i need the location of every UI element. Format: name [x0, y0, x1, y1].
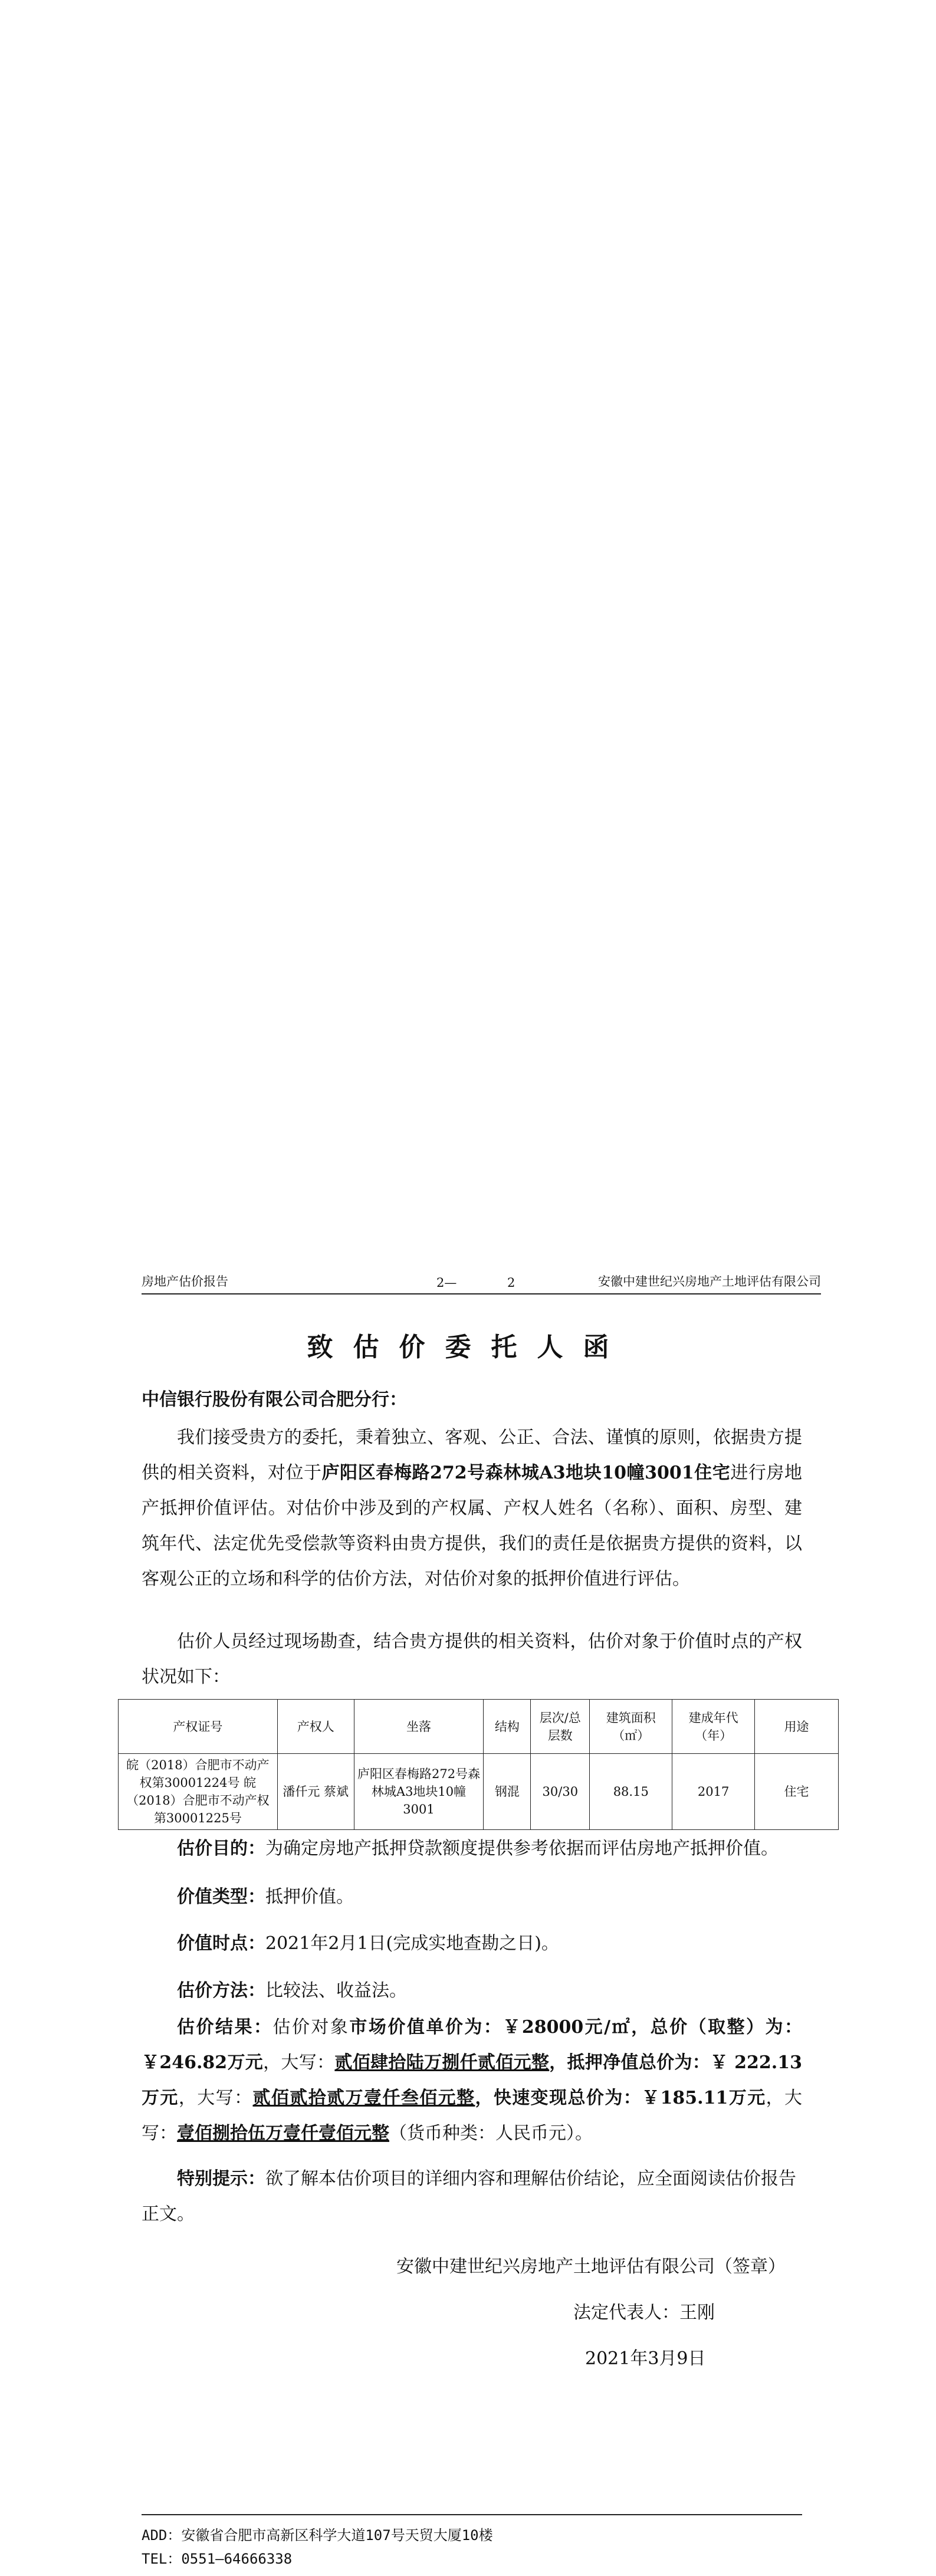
result-text: ，大写： [263, 2052, 335, 2073]
table-cell: 30/30 [531, 1754, 590, 1830]
item-value: 欲了解本估价项目的详细内容和理解估价结论，应全面阅读估价报告正文。 [142, 2168, 796, 2225]
result-text: ，大写： [142, 2088, 803, 2144]
result-currency: （货币种类：人民币元）。 [389, 2123, 593, 2144]
item-method [177, 1973, 814, 2009]
table-header: 产权证号 [119, 1700, 278, 1754]
result-text: ，大写： [178, 2088, 253, 2108]
table-cell: 皖（2018）合肥市不动产权第30001224号 皖（2018）合肥市不动产权第30001225号 [119, 1754, 278, 1830]
para1-part-a: 我们接受贵方的委托，秉着独立、客观、公正、合法、谨慎的原则，依据贵方提供的相关资料，对位于 [142, 1427, 802, 1483]
result-text: 估价对象 [272, 2017, 350, 2038]
letter-date: 2021年3月9日 [585, 2348, 706, 2369]
table-cell: 钢混 [484, 1754, 531, 1830]
legal-representative: 法定代表人：王刚 [573, 2302, 715, 2323]
table-header: 产权人 [277, 1700, 354, 1754]
letter-paragraph-2: 估价人员经过现场勘查，结合贵方提供的相关资料，估价对象于价值时点的产权状况如下： [142, 1631, 802, 1687]
result-market-value-words: 贰佰肆拾陆万捌仟贰佰元整 [334, 2052, 550, 2073]
header-left: 房地产估价报告 [142, 1274, 228, 1289]
item-value-type [177, 1880, 814, 1915]
result-mortgage-net-value: ，抵押净值总价为：￥ 222.13万元 [142, 2052, 802, 2108]
item-purpose [177, 1831, 814, 1867]
letter-title: 致估价委托人函 [307, 1332, 629, 1362]
item-value: 为确定房地产抵押贷款额度提供参考依据而评估房地产抵押价值。 [265, 1838, 779, 1859]
table-cell: 潘仟元 蔡斌 [277, 1754, 354, 1830]
table-cell: 2017 [672, 1754, 755, 1830]
item-key: 估价目的： [177, 1838, 265, 1859]
table-row [119, 1754, 839, 1830]
table-cell: 庐阳区春梅路272号森林城A3地块10幢3001 [354, 1754, 484, 1830]
result-quick-sale-value: ，快速变现总价为：￥185.11万元 [475, 2088, 766, 2108]
result-quick-sale-value-words: 壹佰捌拾伍万壹仟壹佰元整 [177, 2123, 389, 2144]
item-key: 特别提示： [177, 2168, 265, 2189]
company-signature: 安徽中建世纪兴房地产土地评估有限公司（签章） [396, 2256, 786, 2277]
property-rights-table [118, 1699, 839, 1830]
footer-address: ADD：安徽省合肥市高新区科学大道107号天贸大厦10楼 [142, 2527, 493, 2544]
result-mortgage-value-words: 贰佰贰拾贰万壹仟叁佰元整 [252, 2088, 475, 2108]
item-note [142, 2161, 802, 2232]
item-key: 价值时点： [177, 1933, 265, 1954]
letter-addressee: 中信银行股份有限公司合肥分行： [142, 1389, 407, 1410]
header-right: 安徽中建世纪兴房地产土地评估有限公司 [598, 1274, 821, 1289]
result-market-value: 市场价值单价为：￥28000元/㎡，总价（取整）为：￥246.82万元 [142, 2017, 803, 2073]
footer-divider [142, 2514, 802, 2515]
table-header: 层次/总层数 [531, 1700, 590, 1754]
table-header: 用途 [755, 1700, 839, 1754]
table-header-row [119, 1700, 839, 1754]
para1-part-c: 进行房地产抵押价值评估。对估价中涉及到的产权属、产权人姓名（名称）、面积、房型、建筑年代、法定优先受偿款等资料由贵方提供，我们的责任是依据贵方提供的资料，以客观公正的立场和科学的估价方法，对估价对象的抵押价值进行评估。 [142, 1463, 802, 1589]
letter-paragraph-1 [142, 1420, 802, 1597]
page-header [142, 1271, 821, 1294]
footer-phone: TEL：0551—64666338 [142, 2551, 293, 2567]
item-key: 价值类型： [177, 1887, 265, 1907]
table-header: 建成年代（年） [672, 1700, 755, 1754]
item-key: 估价结果： [177, 2017, 273, 2038]
item-value: 抵押价值。 [265, 1887, 354, 1907]
item-value-time [177, 1926, 814, 1961]
property-address: 庐阳区春梅路272号森林城A3地块10幢3001住宅 [321, 1463, 731, 1483]
item-result [142, 2010, 802, 2151]
item-key: 估价方法： [177, 1980, 265, 2001]
item-value: 比较法、收益法。 [265, 1980, 407, 2001]
header-mid: 2— [436, 1276, 457, 1290]
table-header: 结构 [484, 1700, 531, 1754]
table-header: 坐落 [354, 1700, 484, 1754]
item-value: 2021年2月1日(完成实地查勘之日)。 [265, 1933, 559, 1954]
table-cell: 88.15 [590, 1754, 672, 1830]
table-cell: 住宅 [755, 1754, 839, 1830]
header-page-number: 2 [507, 1276, 515, 1290]
table-header: 建筑面积（㎡） [590, 1700, 672, 1754]
